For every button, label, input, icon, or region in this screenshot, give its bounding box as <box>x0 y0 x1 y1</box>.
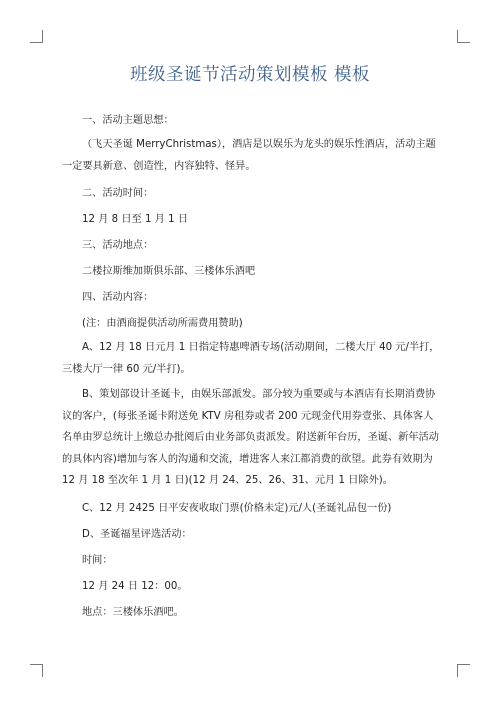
paragraph-item-b: B、策划部设计圣诞卡，由娱乐部派发。部分较为重要或与本酒店有长期消费协议的客户，(每张圣诞卡附送免 KTV 房租券或者 200 元现金代用券壹张、具体客人名单由罗总统计上缴总办批阅后由业务部负责派发。附送新年台历，圣诞、新年活动的具体内容)增加与客人的沟通和交流，增进客人来江都消费的欲望。此券有效期为 12 月 18 至次年 1 月 1 日)(12 月 24、25、26、31、元月 1 日除外)。 <box>62 389 439 486</box>
document-body <box>62 108 442 626</box>
document-title: 班级圣诞节活动策划模板 模板 <box>129 65 371 85</box>
heading-theme: 一、活动主题思想： <box>82 115 174 126</box>
paragraph-item-c: C、12 月 2425 日平安夜收取门票(价格未定)元/人(圣诞礼品包一份) <box>82 502 392 514</box>
paragraph-note: (注：由酒商提供活动所需费用赞助) <box>82 318 243 329</box>
paragraph-d-time: 12 月 24 日 12：00。 <box>82 580 188 592</box>
crop-mark-bottom-left <box>30 664 43 677</box>
paragraph-item-a: A、12 月 18 日元月 1 日指定特惠啤酒专场(活动期间，二楼大厅 40 元/半打，三楼大厅一律 60 元/半打)。 <box>62 342 440 375</box>
heading-time: 二、活动时间： <box>82 188 154 199</box>
crop-mark-top-right <box>457 30 470 43</box>
paragraph-theme: （飞天圣诞 MerryChristmas），酒店是以娱乐为龙头的娱乐性酒店，活动主题一定要具新意、创造性，内容独特、怪异。 <box>62 139 436 172</box>
paragraph-location: 二楼拉斯维加斯俱乐部、三楼体乐酒吧 <box>82 266 256 277</box>
crop-mark-top-left <box>30 30 43 43</box>
heading-content: 四、活动内容： <box>82 292 154 303</box>
paragraph-time: 12 月 8 日至 1 月 1 日 <box>82 214 189 225</box>
paragraph-item-d: D、圣诞福星评选活动： <box>82 528 192 540</box>
crop-mark-bottom-right <box>457 664 470 677</box>
paragraph-d-location: 地点：三楼体乐酒吧。 <box>82 606 184 618</box>
heading-location: 三、活动地点： <box>82 240 154 251</box>
paragraph-d-time-label: 时间： <box>82 554 113 566</box>
